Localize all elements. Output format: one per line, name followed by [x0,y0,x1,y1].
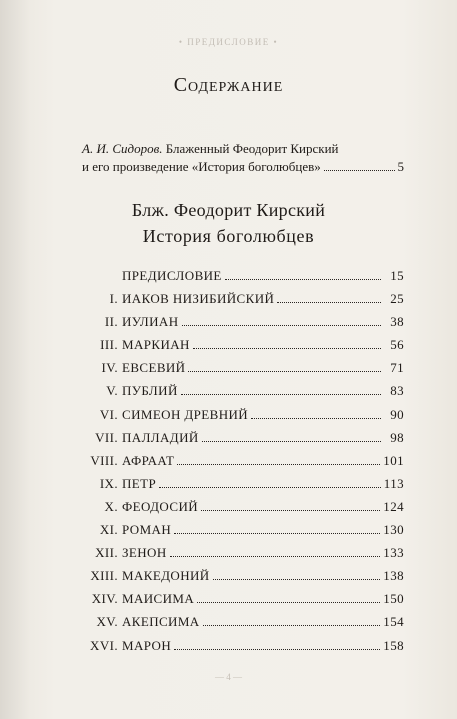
toc-list [82,268,404,661]
toc-entry-page-number: 113 [383,475,404,491]
intro-title-part1: Блаженный Феодорит Кирский [162,141,339,156]
gutter-shadow [0,0,30,719]
toc-entry-title: ЕВСЕВИЙ [122,360,186,376]
toc-entry-title: ЗЕНОН [122,545,167,561]
toc-entry-number: XIII. [90,568,118,584]
toc-entry-page-number: 101 [383,452,404,468]
toc-entry [82,499,404,522]
dot-leader [159,487,381,488]
dot-leader [225,279,381,280]
intro-entry [82,140,404,176]
toc-entry-page-number: 56 [390,337,404,353]
toc-entry-title: ФЕОДОСИЙ [122,498,199,514]
toc-entry-number: XI. [99,522,118,538]
toc-entry-title: ПАЛЛАДИЙ [122,429,199,445]
toc-entry [82,453,404,476]
toc-entry [82,614,404,637]
toc-entry-number: XV. [96,614,118,630]
toc-entry-number: VI. [99,406,118,422]
toc-entry [82,360,404,383]
toc-entry [82,568,404,591]
toc-entry-page-number: 133 [383,545,404,561]
toc-entry [82,522,404,545]
dot-leader [203,625,381,626]
dot-leader [193,348,381,349]
dot-leader [181,394,381,395]
dot-leader [177,464,380,465]
toc-entry-title: СИМЕОН ДРЕВНИЙ [122,406,249,422]
toc-entry-number: X. [104,498,118,514]
page-title: Содержание [173,74,284,96]
toc-entry-title: МАРКИАН [122,337,190,353]
toc-entry-title: МАИСИМА [122,591,195,607]
toc-entry-number: II. [104,314,118,330]
toc-entry-title: РОМАН [122,522,172,538]
toc-entry-page-number: 154 [383,614,404,630]
toc-entry-title: АФРААТ [122,452,175,468]
toc-entry [82,430,404,453]
toc-entry [82,591,404,614]
toc-entry-page-number: 98 [390,429,404,445]
toc-entry-title: ПЕТР [122,475,157,491]
toc-entry [82,407,404,430]
toc-entry-title: ПРЕДИСЛОВИЕ [122,268,222,283]
dot-leader [170,556,381,557]
dot-leader [202,441,381,442]
dot-leader [201,510,380,511]
toc-entry-title: ИАКОВ НИЗИБИЙСКИЙ [122,291,275,307]
toc-entry-page-number: 150 [383,591,404,607]
running-head: • ПРЕДИСЛОВИЕ • [178,37,279,47]
toc-entry-title: ИУЛИАН [122,314,179,330]
dot-leader [251,418,381,419]
toc-entry-number: VII. [95,429,118,445]
toc-entry-page-number: 83 [390,383,404,399]
toc-entry-number: VIII. [90,452,118,468]
toc-entry-number: IV. [101,360,118,376]
intro-author: А. И. Сидоров. [82,141,163,156]
toc-entry-title: ПУБЛИЙ [122,383,178,399]
toc-entry-number: V. [106,383,118,399]
dot-leader [188,371,381,372]
toc-entry [82,337,404,360]
toc-entry-page-number: 130 [383,522,404,538]
toc-entry-number: XII. [95,545,118,561]
section-author: Блж. Феодорит Кирский [131,200,326,220]
toc-entry [82,383,404,406]
toc-entry-page-number: 138 [383,568,404,584]
toc-entry-number: XIV. [91,591,118,607]
toc-entry-number: I. [109,291,118,307]
toc-entry-page-number: 15 [390,268,404,283]
toc-entry-title: МАРОН [122,637,172,653]
dot-leader [182,325,381,326]
toc-entry-page-number: 90 [390,406,404,422]
toc-entry-page-number: 71 [390,360,404,376]
toc-entry [82,545,404,568]
toc-entry-title: АКЕПСИМА [122,614,200,630]
toc-entry [82,476,404,499]
intro-line-1 [82,140,404,158]
intro-title-part2: и его произведение «История боголюбцев» [82,159,321,174]
intro-line-2 [82,158,404,176]
toc-entry-page-number: 25 [390,291,404,307]
intro-page-number: 5 [397,159,404,174]
section-title: История боголюбцев [142,226,315,246]
toc-entry-number: III. [100,337,118,353]
toc-entry-page-number: 124 [383,498,404,514]
toc-entry [82,291,404,314]
toc-entry-page-number: 158 [383,637,404,653]
toc-entry [82,268,404,291]
toc-entry [82,638,404,661]
dot-leader [277,302,381,303]
toc-entry-number: XVI. [90,637,118,653]
dot-leader [174,533,380,534]
toc-entry [82,314,404,337]
dot-leader [213,579,381,580]
dot-leader [174,649,380,650]
dot-leader [197,602,380,603]
toc-entry-title: МАКЕДОНИЙ [122,568,210,584]
dot-leader [324,170,395,171]
page-folio: — 4 — [215,672,242,682]
toc-entry-page-number: 38 [390,314,404,330]
toc-entry-number: IX. [99,475,118,491]
